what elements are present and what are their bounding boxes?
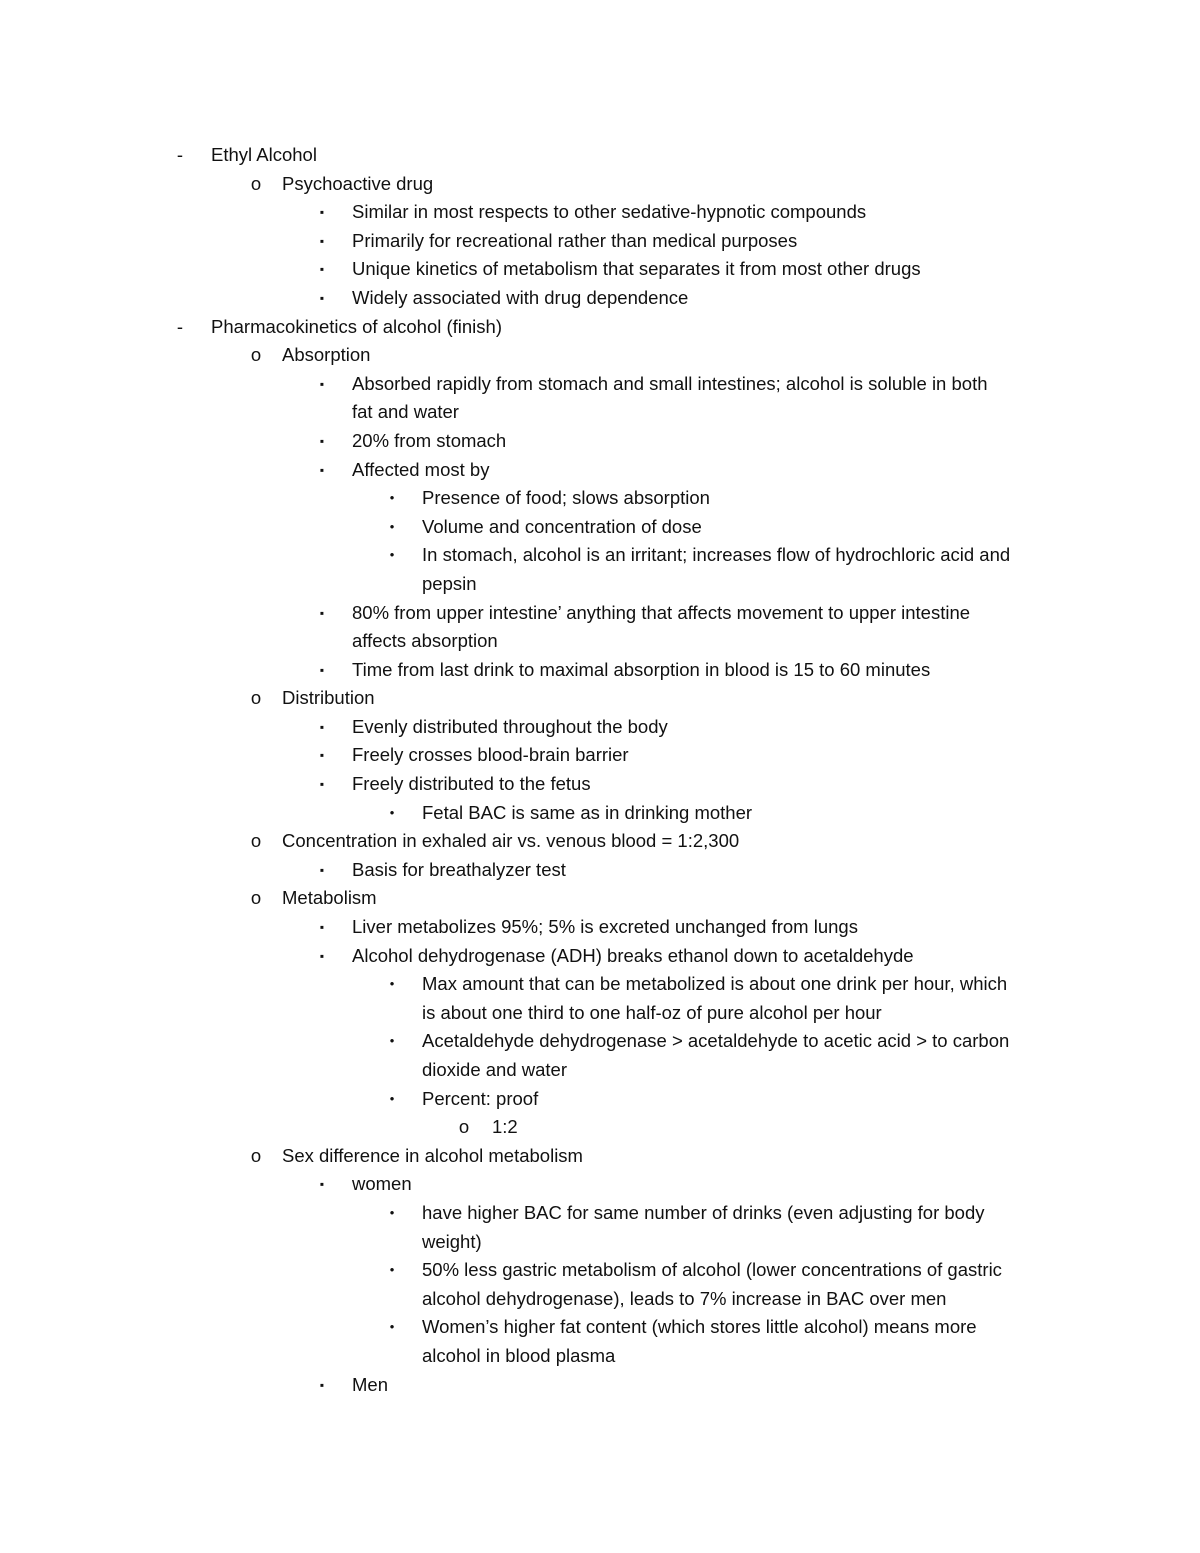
outline-text: affects absorption (352, 630, 498, 652)
outline-item-level-1 (0, 170, 1200, 199)
outline-text: Sex difference in alcohol metabolism (282, 1144, 583, 1166)
outline-text: Basis for breathalyzer test (352, 858, 566, 880)
outline-text: Fetal BAC is same as in drinking mother (422, 801, 753, 823)
outline-line-continuation (0, 1056, 1200, 1085)
outline-text: Freely crosses blood-brain barrier (352, 744, 629, 766)
outline-item-level-2 (0, 942, 1200, 971)
outline-text: Ethyl Alcohol (211, 144, 317, 165)
outline-text: Liver metabolizes 95%; 5% is excreted unchanged from lungs (352, 916, 858, 938)
outline-item-level-2 (0, 456, 1200, 485)
outline-item-level-0 (0, 141, 1200, 170)
bullet-marker: ▪ (319, 605, 325, 620)
outline-item-level-2 (0, 599, 1200, 628)
outline-line-continuation (0, 1285, 1200, 1314)
bullet-marker: o (250, 887, 262, 909)
outline-item-level-3 (0, 970, 1200, 999)
bullet-marker: ▪ (319, 1177, 325, 1192)
bullet-marker: o (250, 1144, 262, 1166)
bullet-marker: o (250, 687, 262, 709)
bullet-marker: • (389, 1033, 395, 1049)
outline-item-level-3 (0, 799, 1200, 828)
outline-text: 50% less gastric metabolism of alcohol (lower concentrations of gastric (422, 1259, 1002, 1281)
bullet-marker: • (389, 1204, 395, 1220)
outline-item-level-2 (0, 1371, 1200, 1400)
outline-item-level-2 (0, 255, 1200, 284)
bullet-marker: ▪ (319, 662, 325, 677)
outline-text: Volume and concentration of dose (422, 515, 702, 537)
outline-line-continuation (0, 398, 1200, 427)
outline-item-level-2 (0, 656, 1200, 685)
outline-text: Primarily for recreational rather than medical purposes (352, 229, 798, 251)
outline-text: Women’s higher fat content (which stores little alcohol) means more (422, 1316, 977, 1338)
outline-item-level-2 (0, 741, 1200, 770)
outline-text: Affected most by (352, 458, 490, 480)
outline-item-level-0 (0, 313, 1200, 342)
bullet-marker: • (389, 1090, 395, 1106)
outline-item-level-1 (0, 827, 1200, 856)
outline-text: Distribution (282, 687, 375, 709)
outline-text: alcohol dehydrogenase), leads to 7% increase in BAC over men (422, 1287, 947, 1309)
notes-outline (0, 141, 1200, 1399)
bullet-marker: • (389, 547, 395, 563)
bullet-marker: ▪ (319, 205, 325, 220)
outline-line-continuation (0, 627, 1200, 656)
outline-text: weight) (422, 1230, 482, 1252)
outline-item-level-2 (0, 227, 1200, 256)
outline-item-level-2 (0, 284, 1200, 313)
bullet-marker: ▪ (319, 433, 325, 448)
bullet-marker: o (250, 830, 262, 852)
bullet-marker: • (389, 1262, 395, 1278)
outline-line-continuation (0, 1342, 1200, 1371)
outline-text: Unique kinetics of metabolism that separates it from most other drugs (352, 258, 921, 280)
outline-text: Pharmacokinetics of alcohol (finish) (211, 315, 502, 337)
outline-text: Freely distributed to the fetus (352, 773, 591, 795)
outline-text: Alcohol dehydrogenase (ADH) breaks ethanol down to acetaldehyde (352, 944, 914, 966)
outline-item-level-3 (0, 1313, 1200, 1342)
outline-text: alcohol in blood plasma (422, 1344, 616, 1366)
bullet-marker: - (176, 315, 184, 337)
outline-item-level-2 (0, 198, 1200, 227)
outline-text: Presence of food; slows absorption (422, 487, 710, 509)
outline-text: Men (352, 1373, 388, 1395)
outline-item-level-2 (0, 913, 1200, 942)
outline-item-level-2 (0, 370, 1200, 399)
outline-text: Evenly distributed throughout the body (352, 715, 668, 737)
outline-text: 1:2 (492, 1116, 518, 1138)
outline-text: Acetaldehyde dehydrogenase > acetaldehyde to acetic acid > to carbon (422, 1030, 1010, 1052)
bullet-marker: ▪ (319, 920, 325, 935)
bullet-marker: ▪ (319, 862, 325, 877)
bullet-marker: o (250, 172, 262, 194)
bullet-marker: o (458, 1116, 470, 1138)
outline-text: 20% from stomach (352, 429, 507, 451)
bullet-marker: • (389, 976, 395, 992)
bullet-marker: ▪ (319, 1377, 325, 1392)
outline-text: fat and water (352, 401, 459, 423)
outline-text: In stomach, alcohol is an irritant; increases flow of hydrochloric acid and (422, 544, 1011, 566)
bullet-marker: • (389, 804, 395, 820)
bullet-marker: ▪ (319, 462, 325, 477)
outline-item-level-3 (0, 513, 1200, 542)
bullet-marker: ▪ (319, 376, 325, 391)
outline-line-continuation (0, 570, 1200, 599)
outline-line-continuation (0, 999, 1200, 1028)
outline-text: Concentration in exhaled air vs. venous blood = 1:2,300 (282, 830, 740, 852)
bullet-marker: ▪ (319, 233, 325, 248)
outline-item-level-1 (0, 884, 1200, 913)
outline-text: Absorbed rapidly from stomach and small intestines; alcohol is soluble in both (352, 372, 988, 394)
outline-item-level-3 (0, 1199, 1200, 1228)
outline-text: Metabolism (282, 887, 377, 909)
outline-text: Psychoactive drug (282, 172, 434, 194)
outline-text: women (352, 1173, 412, 1195)
outline-item-level-2 (0, 1170, 1200, 1199)
outline-text: Similar in most respects to other sedative-hypnotic compounds (352, 201, 867, 223)
outline-text: dioxide and water (422, 1059, 568, 1080)
outline-line-continuation (0, 1228, 1200, 1257)
bullet-marker: o (250, 344, 262, 366)
outline-text: Absorption (282, 344, 371, 366)
outline-item-level-4 (0, 1113, 1200, 1142)
outline-item-level-2 (0, 856, 1200, 885)
outline-text: Time from last drink to maximal absorption in blood is 15 to 60 minutes (352, 658, 931, 680)
outline-item-level-1 (0, 1142, 1200, 1171)
bullet-marker: ▪ (319, 748, 325, 763)
bullet-marker: ▪ (319, 948, 325, 963)
bullet-marker: ▪ (319, 262, 325, 277)
outline-item-level-2 (0, 427, 1200, 456)
outline-text: is about one third to one half-oz of pure alcohol per hour (422, 1001, 882, 1023)
outline-text: Max amount that can be metabolized is about one drink per hour, which (422, 973, 1008, 995)
outline-item-level-1 (0, 684, 1200, 713)
outline-text: pepsin (422, 572, 477, 594)
bullet-marker: ▪ (319, 290, 325, 305)
bullet-marker: • (389, 1319, 395, 1335)
outline-item-level-2 (0, 713, 1200, 742)
outline-item-level-3 (0, 1085, 1200, 1114)
outline-text: 80% from upper intestine’ anything that affects movement to upper intestine (352, 601, 971, 623)
bullet-marker: • (389, 490, 395, 506)
outline-item-level-1 (0, 341, 1200, 370)
outline-text: Percent: proof (422, 1087, 539, 1109)
outline-text: have higher BAC for same number of drinks (even adjusting for body (422, 1201, 985, 1223)
outline-item-level-3 (0, 1027, 1200, 1056)
outline-item-level-3 (0, 1256, 1200, 1285)
outline-text: Widely associated with drug dependence (352, 286, 689, 308)
bullet-marker: ▪ (319, 719, 325, 734)
bullet-marker: • (389, 518, 395, 534)
outline-item-level-3 (0, 541, 1200, 570)
outline-item-level-2 (0, 770, 1200, 799)
bullet-marker: - (176, 144, 184, 165)
bullet-marker: ▪ (319, 777, 325, 792)
outline-item-level-3 (0, 484, 1200, 513)
